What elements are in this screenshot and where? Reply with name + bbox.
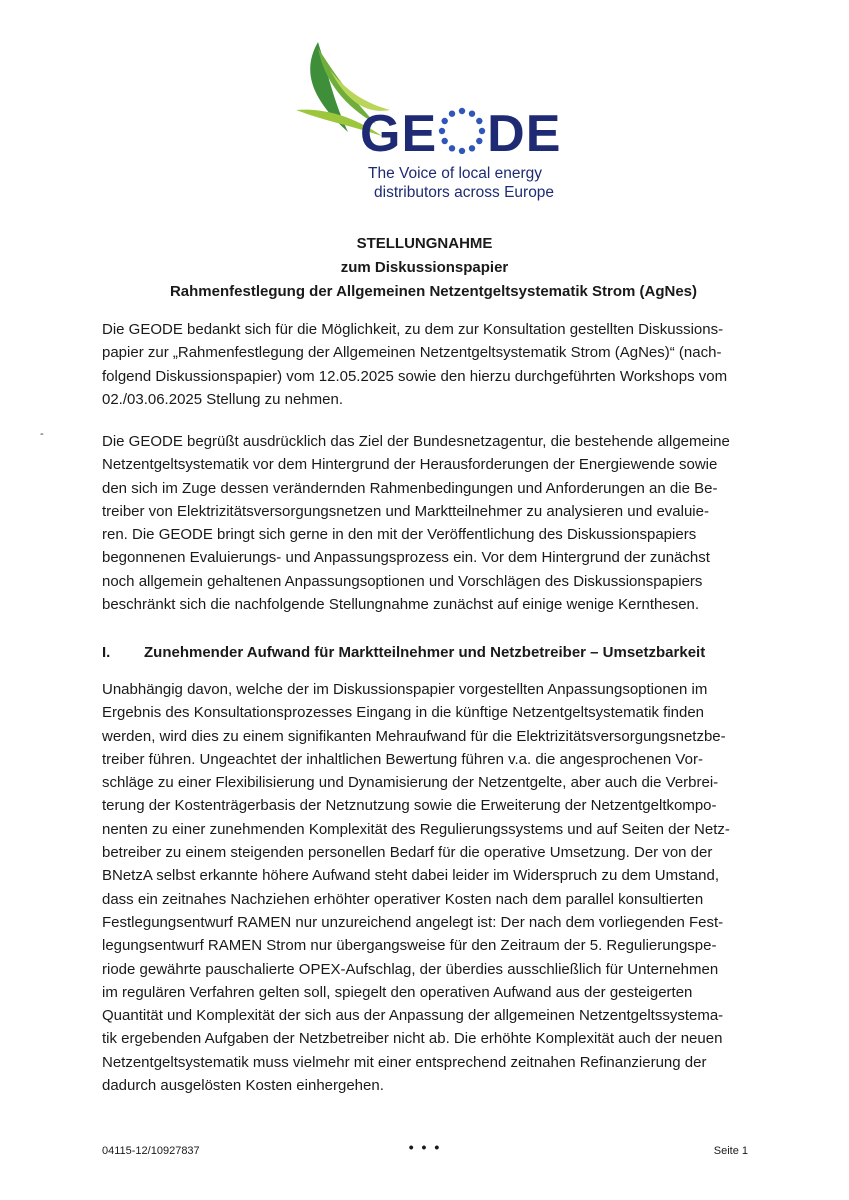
document-title xyxy=(0,232,849,304)
text-line: dass ein zeitnahes Nachziehen erhöhter operativer Kosten nach dem parallel konsultierten xyxy=(102,890,704,908)
text-line: den sich im Zuge dessen verändernden Rahmenbedingungen und Anforderungen an die Be- xyxy=(102,479,718,497)
text-line: begonnenen Evaluierungs- und Anpassungsprozess ein. Vor dem Hintergrund der zunächst xyxy=(102,549,710,567)
text-line: papier zur „Rahmenfestlegung der Allgemeinen Netzentgeltsystematik Strom (AgNes)“ (nach- xyxy=(102,344,722,362)
star-ring-icon xyxy=(437,106,487,154)
text-line: tik ergebenden Aufgaben der Netzbetreiber nicht ab. Die erhöhte Komplexität auch der neuen xyxy=(102,1030,723,1048)
text-line: im regulären Verfahren gelten soll, spiegelt den operativen Aufwand aus der gesteigerten xyxy=(102,983,693,1001)
text-line: BNetzA selbst erkannte höhere Aufwand steht dabei leider im Widerspruch zu dem Umstand, xyxy=(102,867,719,885)
text-line: nenten zu einer zunehmenden Komplexität des Regulierungssystems und auf Seiten der Netz- xyxy=(102,820,730,838)
geode-logo xyxy=(290,40,560,205)
title-line-3: Rahmenfestlegung der Allgemeinen Netzentgeltsystematik Strom (AgNes) xyxy=(169,283,698,300)
brand-suffix: DE xyxy=(487,105,562,163)
text-line: beschränkt sich die nachfolgende Stellungnahme zunächst auf einige wenige Kernthesen. xyxy=(102,596,700,614)
paragraph-welcome xyxy=(102,430,748,616)
text-line: folgend Diskussionspapier) vom 12.05.2025 sowie den hierzu durchgeführten Workshops vom xyxy=(102,367,728,385)
tagline-line-2: distributors across Europe xyxy=(374,184,555,201)
text-line: treiber von Elektrizitätsversorgungsnetzen und Marktteilnehmer zu analysieren und evaluie- xyxy=(102,502,709,520)
brand-prefix: GE xyxy=(360,105,438,163)
text-line: Netzentgeltsystematik muss vielmehr mit einer entsprechend zeitnahen Refinanzierung der xyxy=(102,1053,707,1071)
brand-wordmark xyxy=(360,106,561,162)
title-line-2: zum Diskussionspapier xyxy=(340,259,509,276)
text-line: noch allgemein gehaltenen Anpassungsoptionen und Vorschlägen des Diskussionspapiers xyxy=(102,572,703,590)
tagline-line-1: The Voice of local energy xyxy=(368,165,543,182)
text-line: werden, wird dies zu einem signifikanten Mehraufwand für die Elektrizitätsversorgungsnetzbe- xyxy=(102,727,726,745)
text-line: betreiber zu einem steigenden personellen Bedarf für die operative Umsetzung. Der von der xyxy=(102,844,713,862)
section-heading xyxy=(102,641,748,664)
text-line: Die GEODE begrüßt ausdrücklich das Ziel der Bundesnetzagentur, die bestehende allgemeine xyxy=(102,433,730,450)
section-title: Zunehmender Aufwand für Marktteilnehmer und Netzbetreiber – Umsetzbarkeit xyxy=(144,644,706,661)
text-line: ren. Die GEODE bringt sich gerne in den mit der Veröffentlichung des Diskussionspapiers xyxy=(102,526,697,544)
text-line: dadurch ausgelösten Kosten einhergehen. xyxy=(102,1077,384,1095)
document-reference: 04115-12/10927837 xyxy=(102,1145,200,1157)
footer-dots: • • • xyxy=(408,1139,442,1155)
page-number: Seite 1 xyxy=(713,1145,748,1157)
margin-mark: - xyxy=(40,428,44,440)
text-line: Netzentgeltsystematik vor dem Hintergrund der Herausforderungen der Energiewende sowie xyxy=(102,456,718,474)
text-line: Festlegungsentwurf RAMEN nur unzureichend angelegt ist: Der nach dem vorliegenden Fest- xyxy=(102,913,724,931)
title-line-1: STELLUNGNAHME xyxy=(356,235,493,252)
text-line: Unabhängig davon, welche der im Diskussionspapier vorgestellten Anpassungsoptionen im xyxy=(102,681,708,698)
logo-tagline xyxy=(368,164,554,202)
paragraph-section-1 xyxy=(102,678,748,1097)
paragraph-intro xyxy=(102,318,748,411)
text-line: Die GEODE bedankt sich für die Möglichkeit, zu dem zur Konsultation gestellten Diskussions- xyxy=(102,321,724,338)
text-line: terung der Kostenträgerbasis der Netznutzung sowie die Erweiterung der Netzentgeltkompo- xyxy=(102,797,717,815)
text-line: 02./03.06.2025 Stellung zu nehmen. xyxy=(102,390,344,408)
section-number: I. xyxy=(102,644,111,661)
text-line: riode gewährte pauschalierte OPEX-Aufschlag, der überdies ausschließlich für Unternehmen xyxy=(102,960,719,978)
text-line: schläge zu einer Flexibilisierung und Dynamisierung der Netzentgelte, aber auch die Verbrei- xyxy=(102,774,719,792)
text-line: legungsentwurf RAMEN Strom nur übergangsweise für den Zeitraum der 5. Regulierungspe- xyxy=(102,937,717,955)
text-line: treiber führen. Ungeachtet der inhaltlichen Bewertung führen v.a. die angesprochenen Vor- xyxy=(102,750,703,768)
text-line: Quantität und Komplexität der sich aus der Anpassung der allgemeinen Netzentgeltssystema- xyxy=(102,1007,724,1025)
text-line: Ergebnis des Konsultationsprozesses Eingang in die künftige Netzentgeltsystematik finden xyxy=(102,704,705,722)
